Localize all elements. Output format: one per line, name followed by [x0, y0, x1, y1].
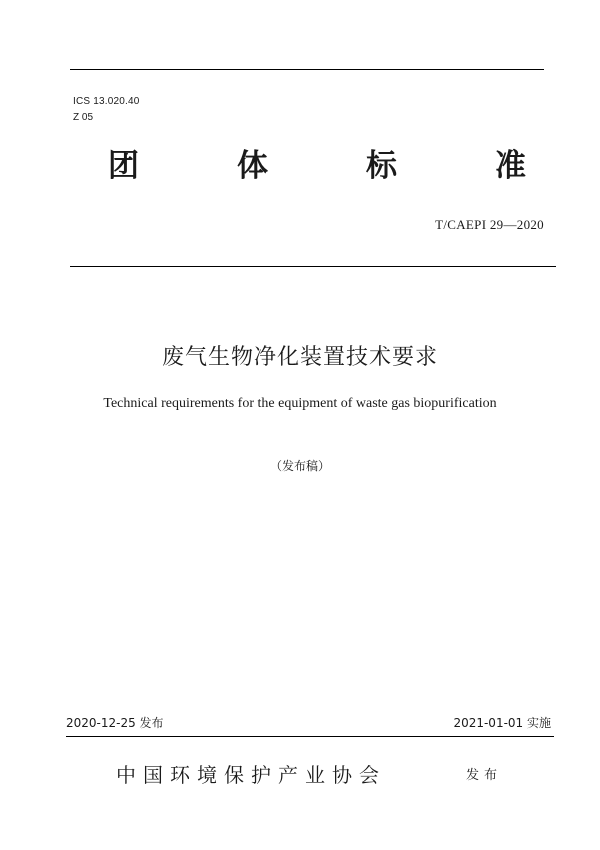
header-divider [70, 266, 556, 267]
standard-type-char: 体 [237, 148, 268, 184]
draft-status: （发布稿） [269, 459, 330, 473]
top-rule [70, 69, 544, 70]
implementation-date: 2021-01-01 实施 [453, 716, 551, 730]
ics-code: ICS 13.020.40 [73, 96, 140, 107]
standard-type-heading [108, 148, 526, 184]
issued-label: 发布 [466, 768, 503, 783]
standard-type-char: 团 [108, 148, 139, 184]
issuing-organization: 中国环境保护产业协会 [116, 763, 386, 787]
standard-type-char: 准 [495, 148, 526, 184]
ccs-code: Z 05 [73, 112, 94, 123]
footer-divider [66, 736, 554, 737]
standard-type-char: 标 [366, 148, 397, 184]
document-title-en: Technical requirements for the equipment of waste gas biopurification [103, 396, 497, 411]
document-title-cn: 废气生物净化装置技术要求 [161, 345, 438, 370]
issue-date: 2020-12-25 发布 [66, 716, 164, 730]
standard-number: T/CAEPI 29—2020 [435, 217, 544, 232]
